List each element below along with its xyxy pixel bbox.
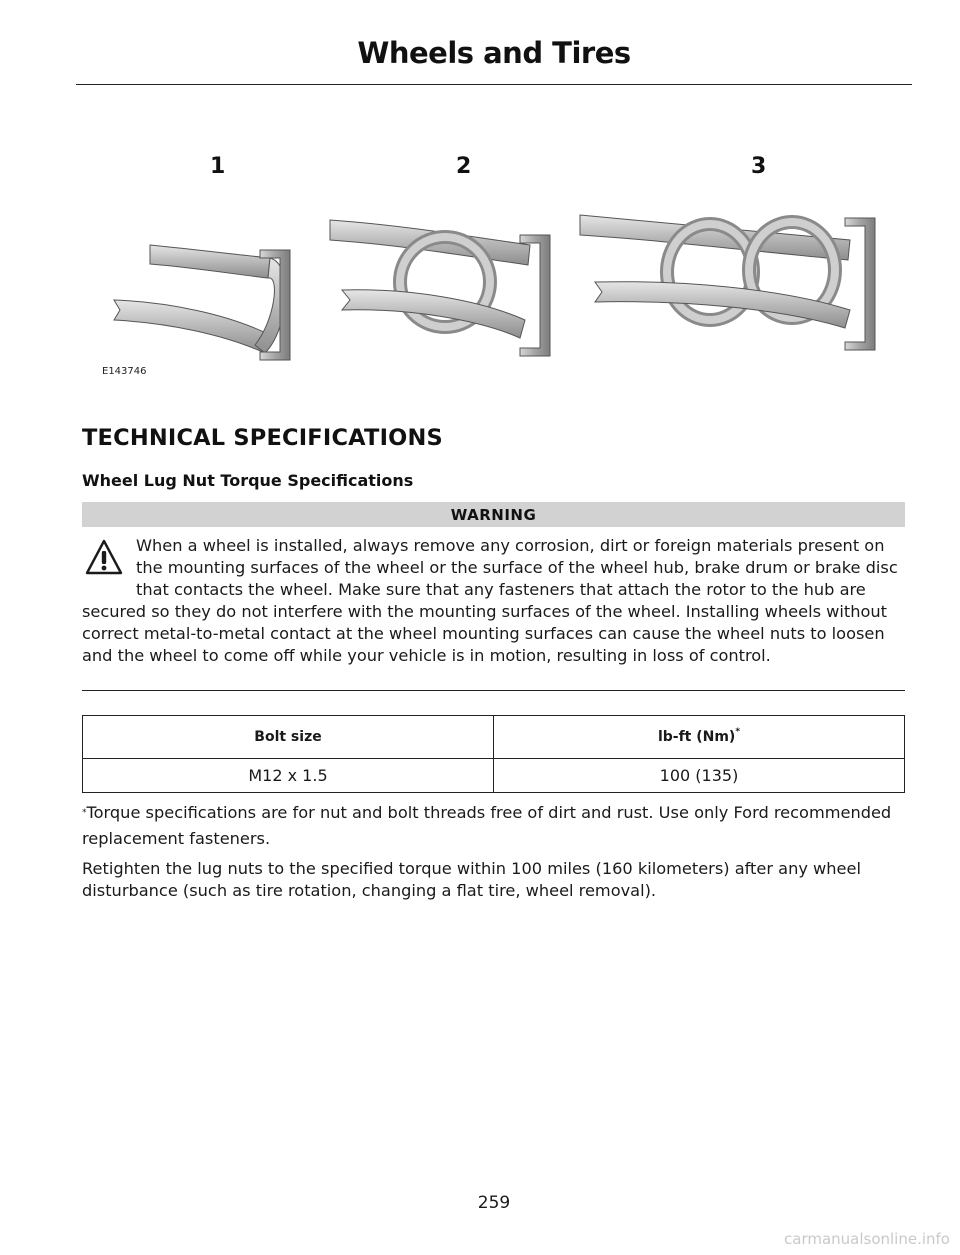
subsection-title: Wheel Lug Nut Torque Specifications (82, 471, 414, 490)
footnote-text: Torque specifications are for nut and bolt threads free of dirt and rust. Use only Ford recommended replacement fasteners. (82, 803, 892, 848)
section-title: TECHNICAL SPECIFICATIONS (82, 425, 443, 451)
figure-label-1: 1 (210, 154, 226, 179)
header-divider (76, 84, 912, 85)
page-number: 259 (477, 1193, 511, 1213)
table-cell-bolt-size: M12 x 1.5 (83, 759, 494, 793)
watermark: carmanualsonline.info (784, 1230, 950, 1248)
table-row (83, 759, 905, 793)
page-header-title: Wheels and Tires (357, 36, 631, 70)
column-header-torque: lb-ft (Nm)* (494, 716, 905, 759)
torque-spec-table (82, 715, 905, 793)
figure-label-3: 3 (751, 154, 767, 179)
tire-chain-illustration (80, 140, 910, 390)
chain-illustration-1 (114, 245, 290, 360)
warning-divider (82, 690, 905, 691)
warning-text: When a wheel is installed, always remove any corrosion, dirt or foreign materials present on the mounting surfaces of the wheel or the surface of the wheel hub, brake drum or brake disc that contacts the wheel. Make sure that any fasteners that attach the rotor to the hub are secured so they do not interfere with the mounting surfaces of the wheel. Installing wheels without correct metal-to-metal contact at the wheel mounting surfaces can cause the wheel nuts to loosen and the wheel to come off while your vehicle is in motion, resulting in loss of control. (82, 536, 898, 665)
footnote-marker: * (735, 727, 741, 737)
icon-spacer (82, 535, 136, 597)
table-cell-torque: 100 (135) (494, 759, 905, 793)
warning-label: WARNING (82, 502, 905, 527)
chain-illustration-2 (330, 220, 550, 356)
tire-chain-figure (80, 140, 910, 390)
footnote-marker: * (82, 808, 87, 818)
chain-illustration-3 (580, 215, 875, 350)
figure-label-2: 2 (456, 154, 472, 179)
warning-text-block (82, 535, 906, 667)
table-header-row (83, 716, 905, 759)
figure-code: E143746 (102, 366, 147, 377)
column-header-bolt-size: Bolt size (83, 716, 494, 759)
retighten-paragraph: Retighten the lug nuts to the specified torque within 100 miles (160 kilometers) after any wheel disturbance (such as tire rotation, changing a flat tire, wheel removal). (82, 859, 861, 900)
table-footnote (82, 800, 906, 852)
